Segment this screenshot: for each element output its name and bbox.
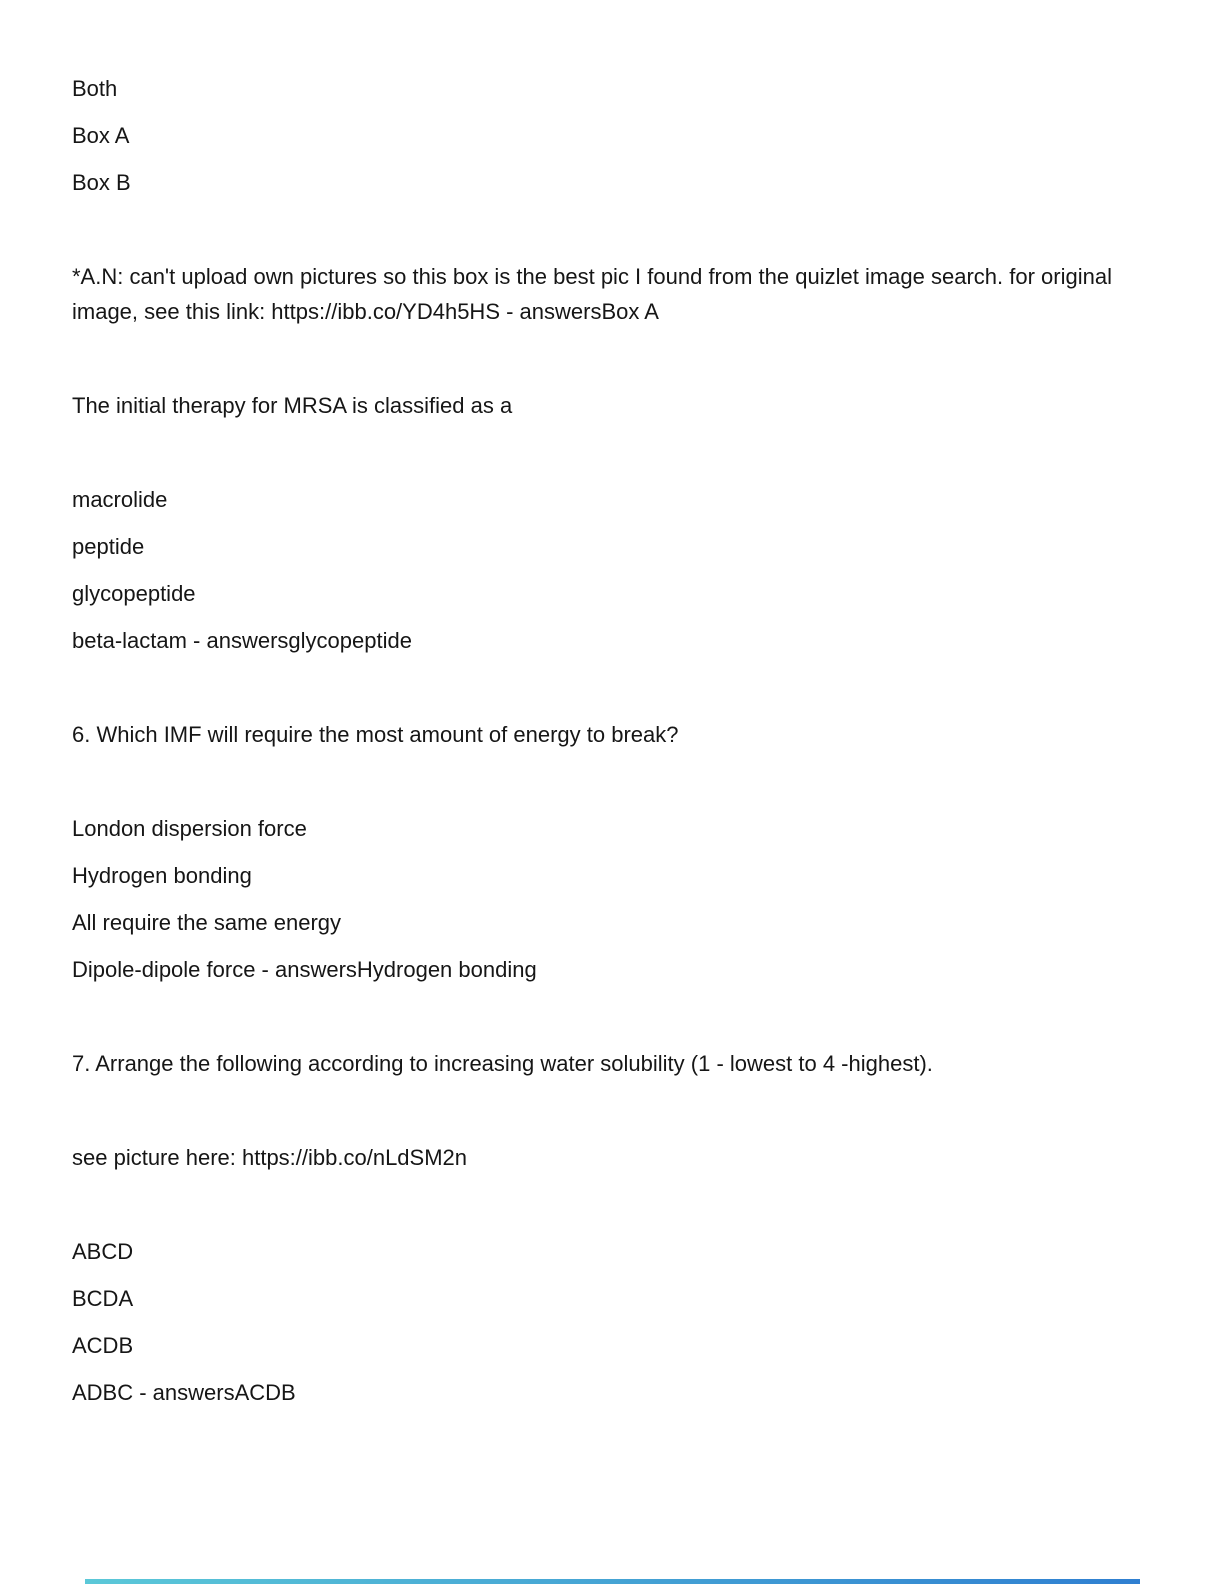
answer-option-box-b: Box B: [72, 170, 131, 195]
answer-option-bcda: BCDA: [72, 1286, 134, 1311]
blank-line: [72, 999, 1119, 1034]
blank-line: [72, 1093, 1119, 1128]
picture-link-line: see picture here: https://ibb.co/nLdSM2n: [72, 1145, 468, 1170]
author-note-with-link: *A.N: can't upload own pictures so this box is the best pic I found from the quizlet image search. for original image, see this link: https://ibb.co/YD4h5HS - answersBox A: [72, 264, 1112, 324]
answer-option-acdb: ACDB: [72, 1333, 134, 1358]
answer-option-abcd: ABCD: [72, 1239, 134, 1264]
answer-option-same-energy: All require the same energy: [72, 910, 342, 935]
answer-option-box-a: Box A: [72, 123, 130, 148]
question-6-imf-energy: 6. Which IMF will require the most amount of energy to break?: [72, 722, 679, 747]
blank-line: [72, 670, 1119, 705]
answer-option-macrolide: macrolide: [72, 487, 168, 512]
blank-line: [72, 212, 1119, 247]
answer-option-peptide: peptide: [72, 534, 145, 559]
answer-option-london-dispersion: London dispersion force: [72, 816, 307, 841]
blank-line: [72, 435, 1119, 470]
blank-line: [72, 764, 1119, 799]
question-7-water-solubility: 7. Arrange the following according to increasing water solubility (1 - lowest to 4 -highest).: [72, 1051, 933, 1076]
answer-option-hydrogen-bonding: Hydrogen bonding: [72, 863, 252, 888]
answer-option-beta-lactam-with-answer: beta-lactam - answersglycopeptide: [72, 628, 412, 653]
blank-line: [72, 1187, 1119, 1222]
document-body: [72, 71, 1119, 1422]
answer-option-glycopeptide: glycopeptide: [72, 581, 196, 606]
page-bottom-divider: [85, 1579, 1140, 1584]
answer-option-dipole-with-answer: Dipole-dipole force - answersHydrogen bonding: [72, 957, 537, 982]
question-mrsa-therapy: The initial therapy for MRSA is classified as a: [72, 393, 513, 418]
answer-option-both: Both: [72, 76, 118, 101]
answer-option-adbc-with-answer: ADBC - answersACDB: [72, 1380, 296, 1405]
blank-line: [72, 341, 1119, 376]
